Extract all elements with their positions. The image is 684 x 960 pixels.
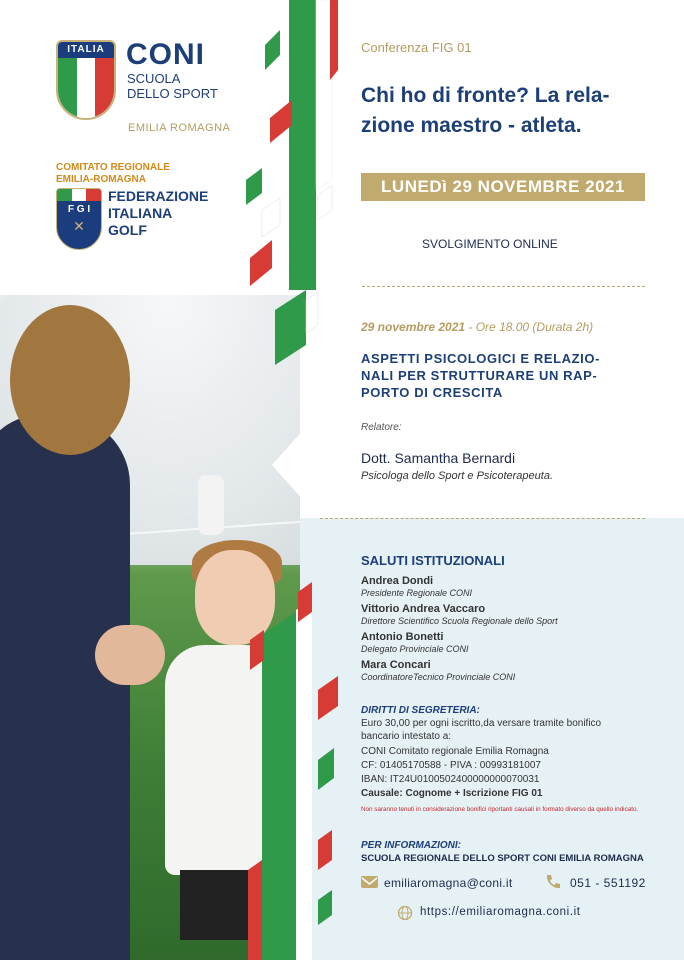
series-label: Conferenza FIG 01 [361,40,472,55]
comitato-line-1: COMITATO REGIONALE [56,162,170,173]
coni-title: CONI [126,38,205,71]
greeting-role: Delegato Provinciale CONI [361,644,469,654]
date-detail-time: - Ore 18.00 (Durata 2h) [465,320,594,334]
causale-label: Causale: [361,788,403,799]
date-banner: LUNEDì 29 NOVEMBRE 2021 [361,173,645,201]
fig-name-1: FEDERAZIONE [108,188,209,204]
greeting-role: CoordinatoreTecnico Provinciale CONI [361,672,516,682]
fees-line-3: CONI Comitato regionale Emilia Romagna [361,746,549,757]
fees-line-1: Euro 30,00 per ogni iscritto,da versare tramite bonifico [361,718,602,729]
coach-hand [95,625,165,685]
globe-icon [397,905,413,921]
coni-subtitle-1: SCUOLA [127,71,181,86]
email-link[interactable]: emiliaromagna@coni.it [384,876,513,890]
topic-line-2: NALI PER STRUTTURARE UN RAP- [361,368,598,383]
website-link[interactable]: https://emiliaromagna.coni.it [420,906,581,918]
coni-region: EMILIA ROMAGNA [128,122,231,134]
speaker-label: Relatore: [361,422,402,433]
fees-heading: DIRITTI DI SEGRETERIA: [361,705,480,716]
speaker-role: Psicologa dello Sport e Psicoterapeuta. [361,470,554,482]
greetings-heading: SALUTI ISTITUZIONALI [361,553,505,568]
right-panel-bottom [300,518,684,960]
fees-line-5: IBAN: IT24U0100502400000000070031 [361,774,540,785]
fees-line-4: CF: 01405170588 - PIVA : 00993181007 [361,760,541,771]
greeting-name: Andrea Dondi [361,575,434,587]
phone-icon [544,873,562,891]
right-panel-top [300,0,684,518]
coni-shield-logo [56,40,116,120]
speaker-name: Dott. Samantha Bernardi [361,450,516,466]
email-icon [361,876,378,888]
logo-area [0,0,300,300]
background-player [198,475,224,535]
date-detail-date: 29 novembre 2021 [361,320,466,334]
italian-flag-icon [58,58,114,120]
event-title-line-2: zione maestro - atleta. [361,114,582,137]
greeting-name: Antonio Bonetti [361,631,444,643]
fig-name-3: GOLF [108,222,147,238]
child-shirt [165,645,285,875]
child-shorts [180,870,270,940]
event-title-line-1: Chi ho di fronte? La rela- [361,84,610,107]
photo-notch [272,420,312,510]
coach-figure [0,415,130,960]
fig-shield-logo [56,188,102,250]
info-org: SCUOLA REGIONALE DELLO SPORT CONI EMILIA ROMAGNA [361,853,644,864]
coni-shield-text: ITALIA [58,42,114,58]
fees-causale [361,788,542,799]
fees-line-2: bancario intestato a: [361,731,452,742]
divider-1 [362,286,645,287]
topic-line-3: PORTO DI CRESCITA [361,385,503,400]
phone-number[interactable]: 051 - 551192 [570,876,646,890]
child-face [195,550,275,645]
topic-line-1: ASPETTI PSICOLOGICI E RELAZIO- [361,351,601,366]
comitato-line-2: EMILIA-ROMAGNA [56,174,146,185]
divider-2 [320,518,645,519]
golf-clubs-icon: ✕ [73,218,85,234]
fees-warning: Non saranno tenuti in considerazione bonifici riportanti causali in formato diverso da quello indicato. [361,806,639,813]
fig-letters: F G I [67,204,91,215]
coach-child-photo [0,295,310,960]
greeting-name: Mara Concari [361,659,431,671]
coni-subtitle-2: DELLO SPORT [127,86,218,101]
causale-value: Cognome + Iscrizione FIG 01 [402,788,543,799]
fig-name-2: ITALIANA [108,205,173,221]
greeting-role: Presidente Regionale CONI [361,588,473,598]
greeting-role: Direttore Scientifico Scuola Regionale dello Sport [361,616,558,626]
coach-hair [10,305,130,455]
info-heading: PER INFORMAZIONI: [361,840,461,851]
mode-label: SVOLGIMENTO ONLINE [422,237,558,251]
greeting-name: Vittorio Andrea Vaccaro [361,603,486,615]
date-detail [361,320,593,334]
